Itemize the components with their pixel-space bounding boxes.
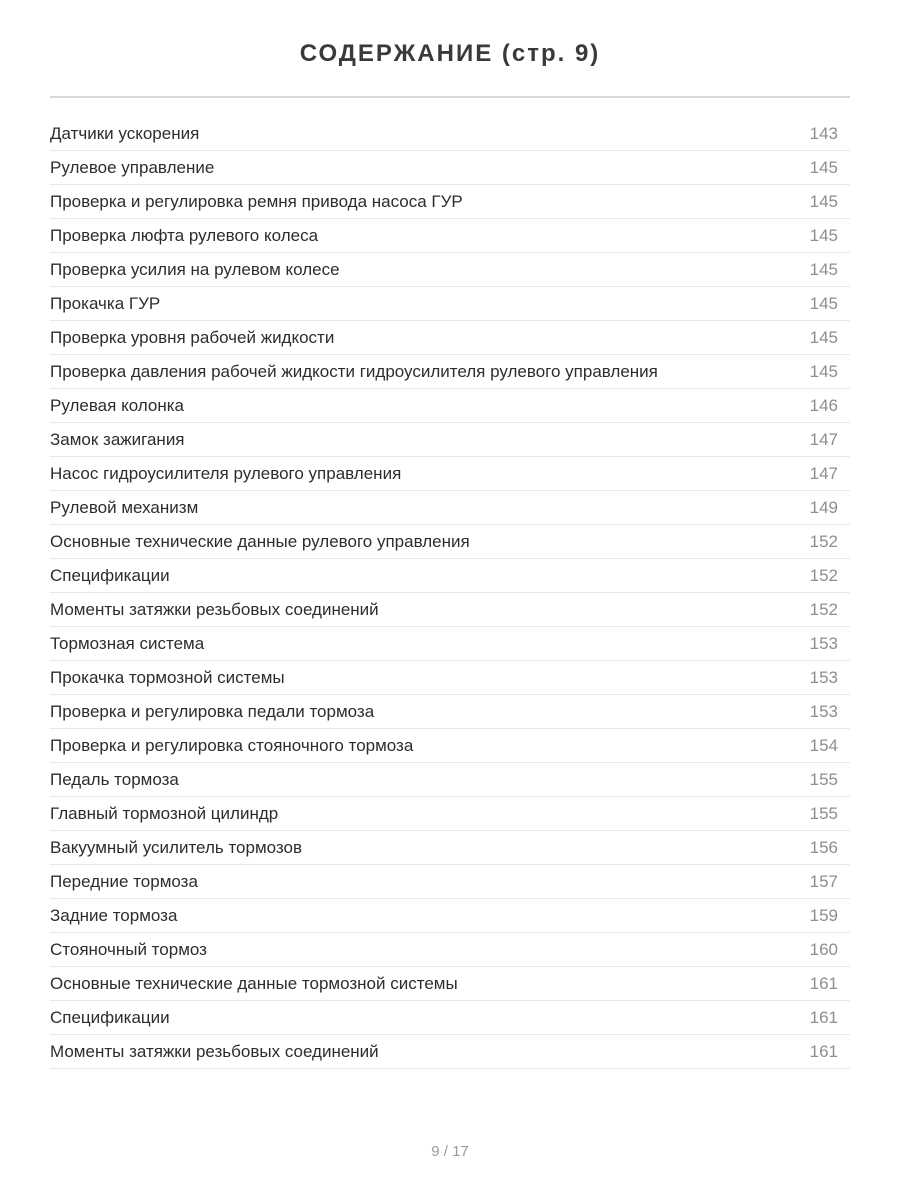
toc-item-label: Проверка уровня рабочей жидкости bbox=[50, 327, 335, 347]
toc-item-page-number: 146 bbox=[809, 395, 838, 415]
toc-row bbox=[50, 763, 850, 797]
toc-item-page-number: 145 bbox=[809, 361, 838, 381]
toc-item-page-number: 153 bbox=[809, 667, 838, 687]
toc-row bbox=[50, 729, 850, 763]
toc-item-label: Тормозная система bbox=[50, 633, 205, 653]
toc-item-page-number: 145 bbox=[809, 157, 838, 177]
toc-item-label: Насос гидроусилителя рулевого управления bbox=[50, 463, 402, 483]
toc-row bbox=[50, 219, 850, 253]
toc-item-label: Моменты затяжки резьбовых соединений bbox=[50, 599, 379, 619]
toc-row bbox=[50, 151, 850, 185]
toc-row bbox=[50, 117, 850, 151]
toc-item-label: Рулевая колонка bbox=[50, 395, 184, 415]
toc-item-page-number: 153 bbox=[809, 701, 838, 721]
toc-item-page-number: 157 bbox=[809, 871, 838, 891]
toc-row bbox=[50, 389, 850, 423]
toc-item-label: Спецификации bbox=[50, 1007, 170, 1027]
toc-item-label: Моменты затяжки резьбовых соединений bbox=[50, 1041, 379, 1061]
toc-item-label: Задние тормоза bbox=[50, 905, 178, 925]
toc-item-label: Замок зажигания bbox=[50, 429, 185, 449]
page-number-indicator: 9 / 17 bbox=[431, 1143, 469, 1160]
toc-row bbox=[50, 287, 850, 321]
toc-row bbox=[50, 1035, 850, 1069]
toc-row bbox=[50, 491, 850, 525]
toc-item-page-number: 152 bbox=[809, 565, 838, 585]
toc-row bbox=[50, 423, 850, 457]
toc-item-page-number: 145 bbox=[809, 191, 838, 211]
toc-item-label: Стояночный тормоз bbox=[50, 939, 207, 959]
toc-row bbox=[50, 593, 850, 627]
toc-item-page-number: 153 bbox=[809, 633, 838, 653]
toc-item-page-number: 156 bbox=[809, 837, 838, 857]
page-title: СОДЕРЖАНИЕ (стр. 9) bbox=[299, 40, 601, 67]
toc-item-label: Главный тормозной цилиндр bbox=[50, 803, 279, 823]
toc-item-page-number: 161 bbox=[809, 1041, 838, 1061]
toc-row bbox=[50, 185, 850, 219]
toc-item-label: Проверка и регулировка ремня привода насоса ГУР bbox=[50, 191, 463, 211]
toc-item-page-number: 159 bbox=[809, 905, 838, 925]
toc-item-page-number: 147 bbox=[809, 463, 838, 483]
toc-item-page-number: 147 bbox=[809, 429, 838, 449]
toc-item-page-number: 145 bbox=[809, 259, 838, 279]
toc-row bbox=[50, 355, 850, 389]
toc-item-page-number: 161 bbox=[809, 973, 838, 993]
toc-item-label: Рулевой механизм bbox=[50, 497, 199, 517]
toc-item-label: Проверка давления рабочей жидкости гидроусилителя рулевого управления bbox=[50, 361, 658, 381]
toc-row bbox=[50, 559, 850, 593]
toc-item-page-number: 152 bbox=[809, 531, 838, 551]
toc-item-label: Датчики ускорения bbox=[50, 123, 200, 143]
toc-item-label: Прокачка тормозной системы bbox=[50, 667, 285, 687]
toc-item-page-number: 161 bbox=[809, 1007, 838, 1027]
toc-item-label: Вакуумный усилитель тормозов bbox=[50, 837, 302, 857]
toc-item-label: Проверка люфта рулевого колеса bbox=[50, 225, 319, 245]
toc-row bbox=[50, 661, 850, 695]
toc-item-page-number: 145 bbox=[809, 293, 838, 313]
toc-item-label: Педаль тормоза bbox=[50, 769, 179, 789]
header-divider bbox=[50, 96, 850, 98]
toc-item-label: Проверка и регулировка педали тормоза bbox=[50, 701, 375, 721]
toc-item-label: Прокачка ГУР bbox=[50, 293, 161, 313]
toc-row bbox=[50, 525, 850, 559]
toc-item-label: Передние тормоза bbox=[50, 871, 198, 891]
toc-item-label: Рулевое управление bbox=[50, 157, 215, 177]
toc-row bbox=[50, 899, 850, 933]
toc-item-label: Спецификации bbox=[50, 565, 170, 585]
toc-row bbox=[50, 457, 850, 491]
toc-item-page-number: 143 bbox=[809, 123, 838, 143]
toc-row bbox=[50, 695, 850, 729]
toc-item-label: Основные технические данные тормозной системы bbox=[50, 973, 458, 993]
toc-item-page-number: 154 bbox=[809, 735, 838, 755]
toc-row bbox=[50, 1001, 850, 1035]
toc-item-page-number: 145 bbox=[809, 225, 838, 245]
toc-item-page-number: 155 bbox=[809, 803, 838, 823]
toc-row bbox=[50, 933, 850, 967]
toc-row bbox=[50, 627, 850, 661]
toc-row bbox=[50, 865, 850, 899]
toc-item-page-number: 155 bbox=[809, 769, 838, 789]
toc-item-label: Проверка и регулировка стояночного тормоза bbox=[50, 735, 414, 755]
toc-row bbox=[50, 967, 850, 1001]
toc-row bbox=[50, 797, 850, 831]
toc-item-page-number: 160 bbox=[809, 939, 838, 959]
toc-item-page-number: 152 bbox=[809, 599, 838, 619]
toc-item-page-number: 145 bbox=[809, 327, 838, 347]
toc-row bbox=[50, 321, 850, 355]
toc-row bbox=[50, 831, 850, 865]
toc-item-label: Проверка усилия на рулевом колесе bbox=[50, 259, 340, 279]
toc-list bbox=[50, 117, 850, 1069]
toc-item-page-number: 149 bbox=[809, 497, 838, 517]
toc-row bbox=[50, 253, 850, 287]
toc-item-label: Основные технические данные рулевого управления bbox=[50, 531, 470, 551]
